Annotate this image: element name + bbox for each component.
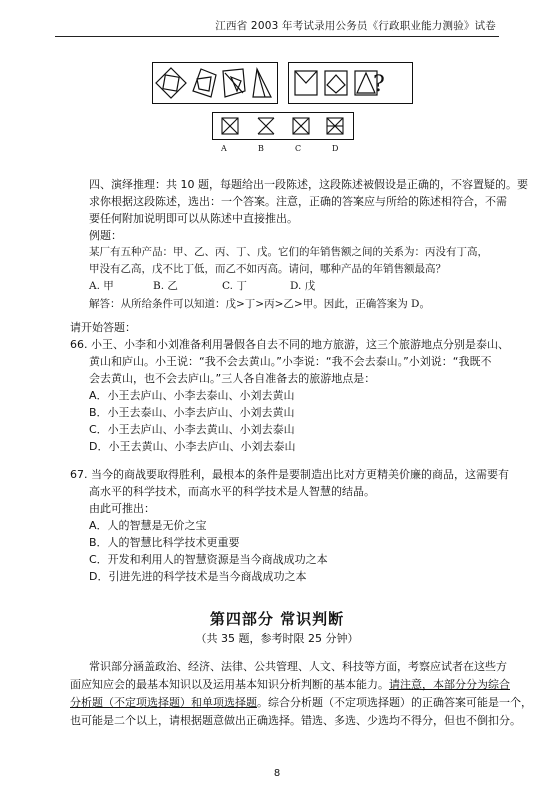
- example-option-a: A. 甲: [89, 280, 114, 292]
- q66-stem-line-3: 会去黄山，也不会去庐山。”三人各自准备去的旅游地点是：: [89, 372, 376, 385]
- figure-shape-2-inner: [197, 77, 211, 91]
- part4-intro-line-4: 也可能是二个以上，请根据题意做出正确选择。错选、多选、少选均不得分，但也不倒扣分。: [70, 714, 521, 727]
- figure-shape-1-inner: [163, 75, 179, 91]
- example-option-b: B. 乙: [153, 280, 178, 292]
- q66-option-c: C．小王去庐山、小李去黄山、小刘去泰山: [89, 423, 295, 436]
- section4-line-3: 要任何附加说明即可以从陈述中直接推出。: [89, 212, 298, 225]
- part4-intro-line-1: 常识部分涵盖政治、经济、法律、公共管理、人文、科技等方面，考察应试者在这些方: [89, 660, 507, 673]
- figure-shape-2: [193, 69, 216, 97]
- example-line-2: 甲没有乙高，戊不比丁低，而乙不如丙高。请问，哪种产品的年销售额最高？: [89, 263, 446, 275]
- q67-stem-line-2: 高水平的科学技术，而高水平的科学技术是人智慧的结晶。: [89, 485, 375, 498]
- part4-title: 第四部分 常识判断: [209, 610, 345, 628]
- part4-intro-line-2-text: 面应知应会的最基本知识以及运用基本知识分析判断的基本能力。: [70, 678, 389, 691]
- page-number: 8: [273, 768, 281, 779]
- figure-sequence-1-shapes: [153, 63, 277, 103]
- q67-option-d: D．引进先进的科学技术是当今商战成功之本: [89, 570, 307, 583]
- example-option-c: C. 丁: [222, 280, 247, 292]
- q66-stem-line-2: 黄山和庐山。小王说：“我不会去黄山。”小李说：“我不会去泰山。”小刘说：“我既不: [89, 355, 492, 368]
- header-rule: [55, 36, 499, 37]
- figure-option-label-a: A: [221, 144, 227, 153]
- q67-stem-line-1: 67. 当今的商战要取得胜利，最根本的条件是要制造出比对方更精美价廉的商品，这需要有: [70, 468, 509, 481]
- part4-intro-line-3-underlined: 分析题（不定项选择题）和单项选择题: [70, 696, 257, 709]
- figure-option-label-d: D: [332, 144, 339, 153]
- figure-shape-1: [156, 68, 186, 98]
- q66-option-b: B．小王去泰山、小李去庐山、小刘去黄山: [89, 406, 295, 419]
- q67-option-a: A．人的智慧是无价之宝: [89, 519, 207, 532]
- part4-subtitle: （共 35 题，参考时限 25 分钟）: [195, 632, 359, 645]
- part4-intro-line-3-text: 。综合分析题（不定项选择题）的正确答案可能是一个，: [257, 696, 532, 709]
- q66-stem-line-1: 66. 小王、小李和小刘准备利用暑假各自去不同的地方旅游，这三个旅游地点分别是泰山、: [70, 338, 509, 351]
- q66-option-a: A．小王去庐山、小李去泰山、小刘去黄山: [89, 389, 295, 402]
- q67-option-c: C．开发和利用人的智慧资源是当今商战成功之本: [89, 553, 328, 566]
- start-prompt: 请开始答题：: [70, 321, 136, 334]
- figure-sequence-2-shapes: [289, 63, 412, 103]
- q67-stem-line-3: 由此可推出：: [89, 502, 155, 515]
- section4-example-label: 例题：: [89, 229, 122, 242]
- figure-options-box: [212, 112, 354, 140]
- q67-option-b: B．人的智慧比科学技术更重要: [89, 536, 240, 549]
- figure-question-mark: ?: [373, 72, 385, 97]
- example-line-1: 某厂有五种产品：甲、乙、丙、丁、戊。它们的年销售额之间的关系为：丙没有丁高，: [89, 246, 488, 258]
- part4-intro-line-2: [70, 676, 510, 693]
- figure-option-label-b: B: [258, 144, 264, 153]
- figure-options-shapes: [213, 113, 353, 139]
- part4-intro-line-3: [70, 694, 532, 711]
- example-option-d: D. 戊: [290, 280, 316, 292]
- figure-sequence-box-1: [152, 62, 278, 104]
- example-answer: 解答：从所给条件可以知道：戊>丁>丙>乙>甲。因此，正确答案为 D。: [89, 298, 430, 310]
- figure-shape-4: [253, 69, 271, 97]
- part4-intro-line-2-underlined: 请注意，本部分分为综合: [389, 678, 510, 691]
- figure-shape-5-inner: [295, 71, 317, 83]
- figure-sequence-box-2: [288, 62, 413, 104]
- figure-shape-6-inner: [327, 75, 345, 93]
- section4-line-1: 四、演绎推理：共 10 题，每题给出一段陈述，这段陈述被假设是正确的，不容置疑的。要: [89, 178, 528, 191]
- q66-option-d: D．小王去黄山、小李去庐山、小刘去泰山: [89, 440, 296, 453]
- page-header-title: 江西省 2003 年考试录用公务员《行政职业能力测验》试卷: [215, 20, 496, 32]
- section4-line-2: 求你根据这段陈述，选出：一个答案。注意，正确的答案应与所给的陈述相符合，不需: [89, 195, 507, 208]
- figure-option-label-c: C: [295, 144, 302, 153]
